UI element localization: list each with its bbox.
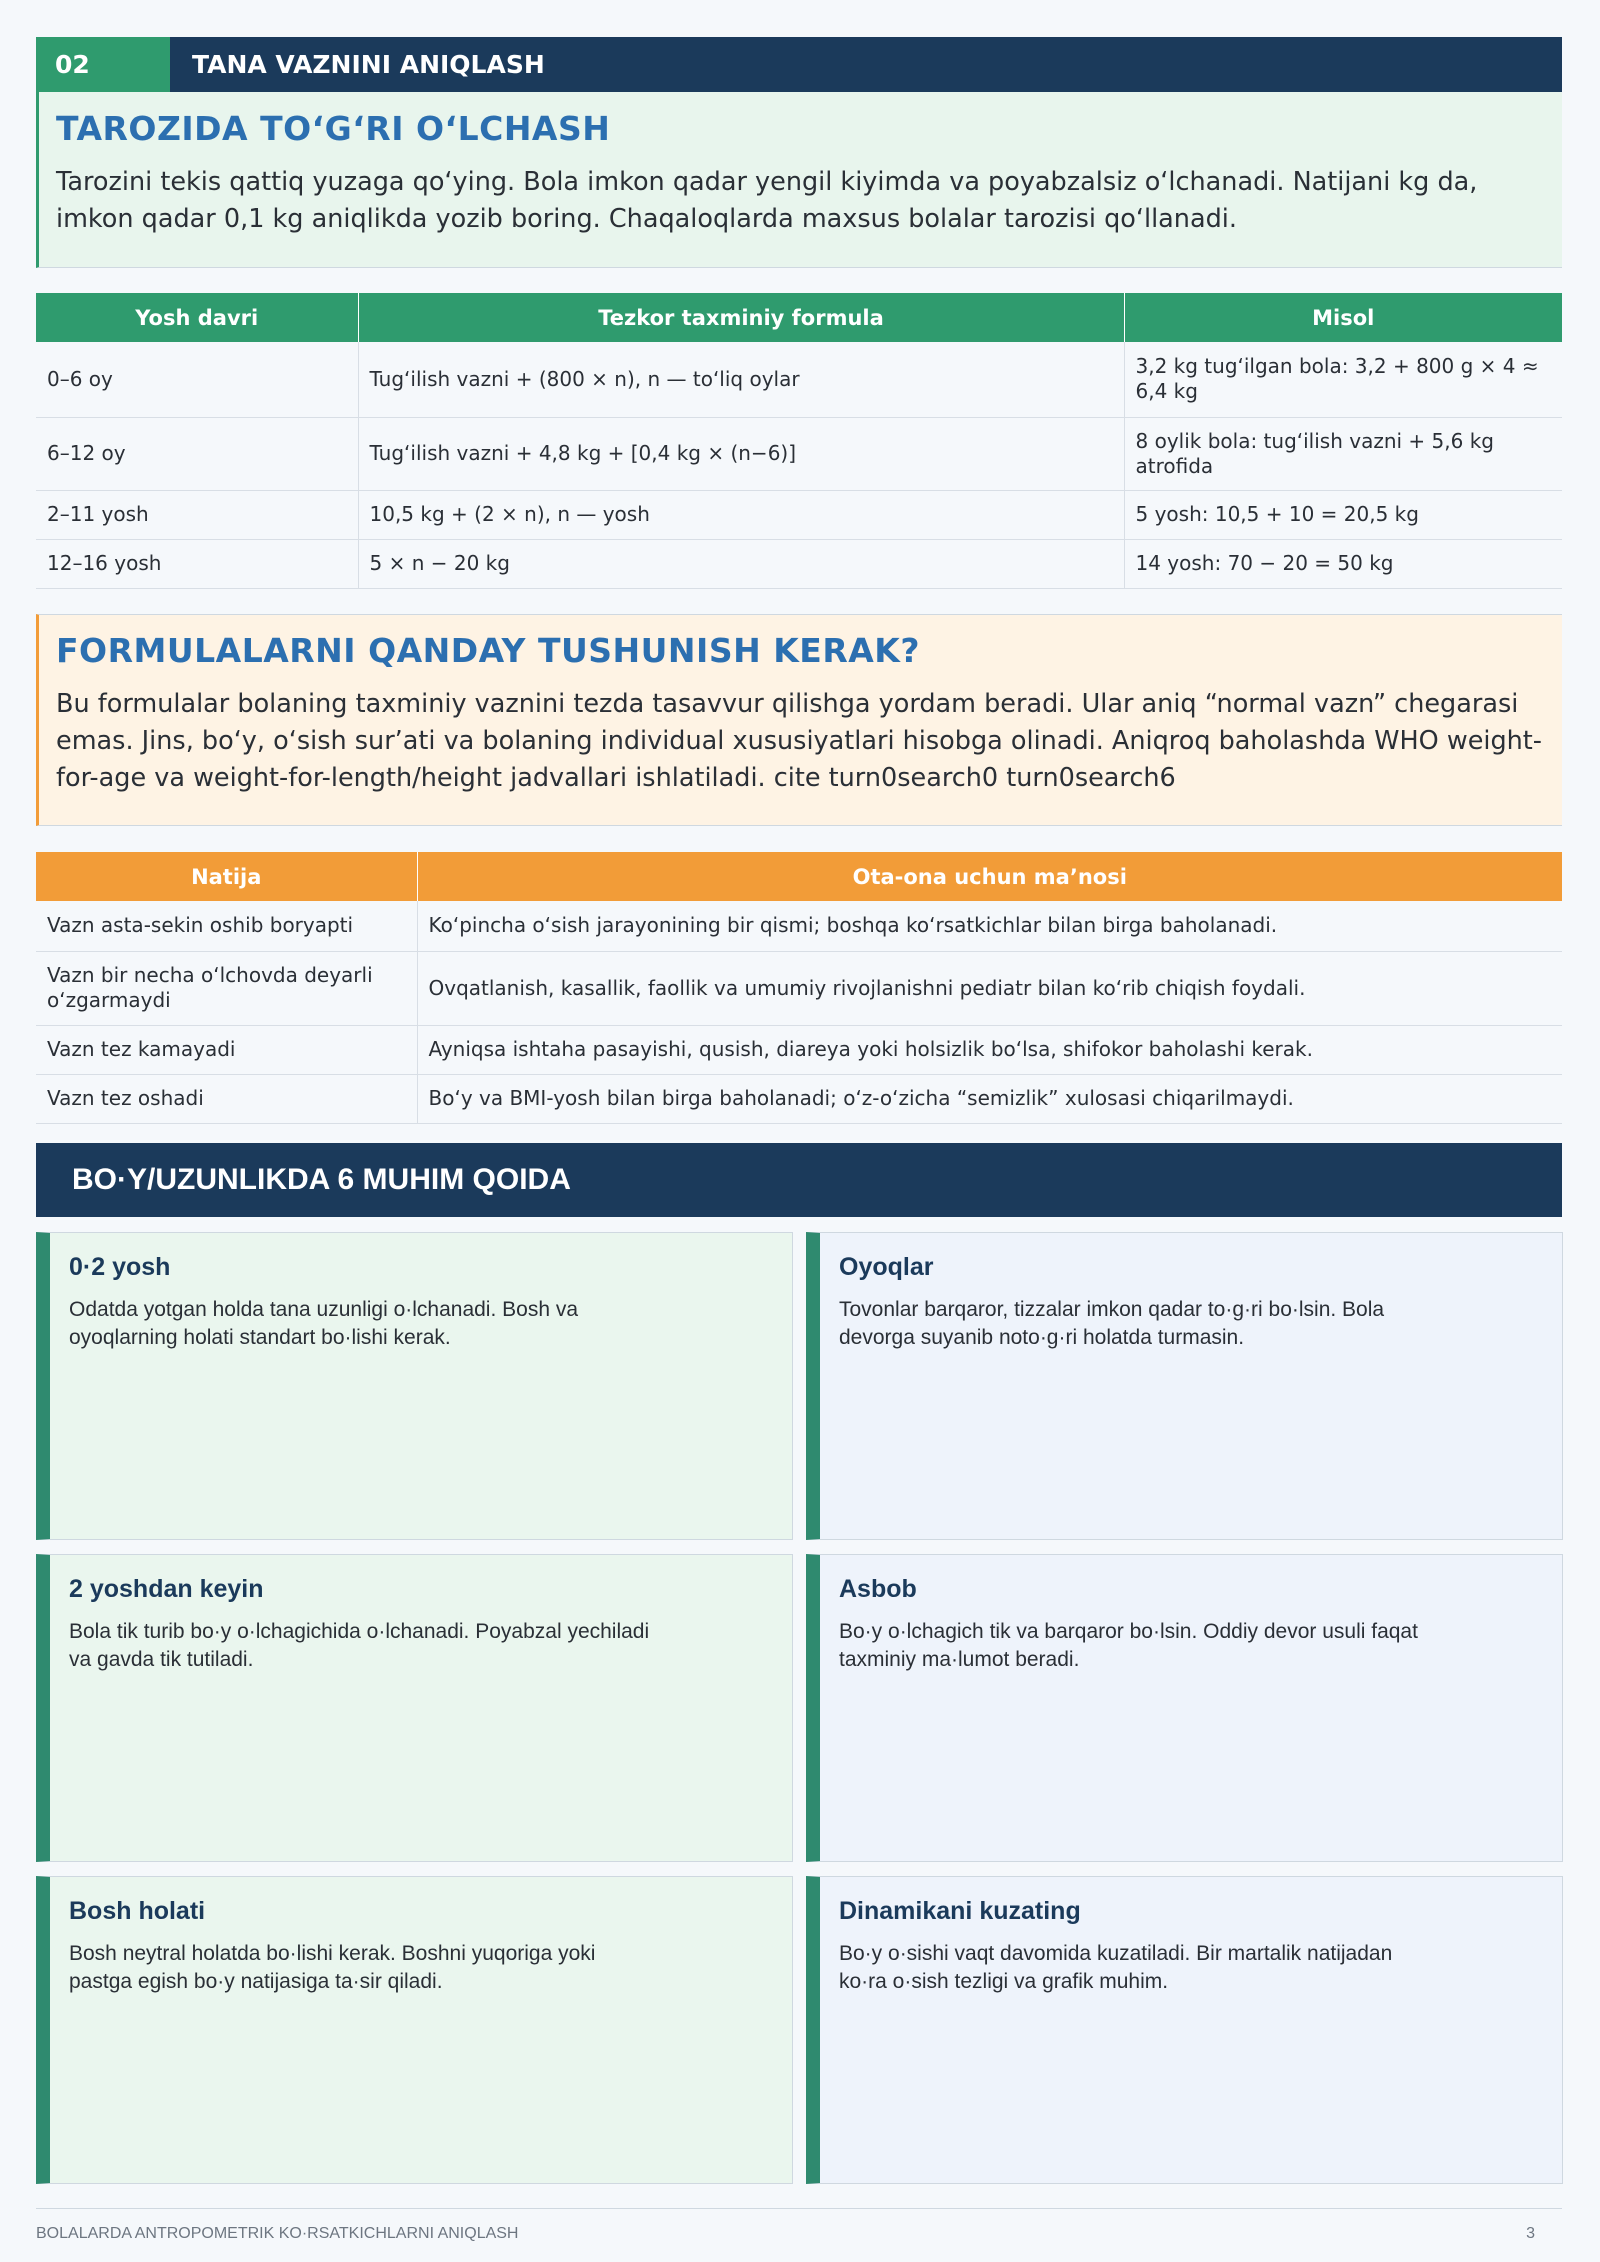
footer-divider <box>36 2208 1562 2209</box>
table-cell: 14 yosh: 70 − 20 = 50 kg <box>1124 539 1562 588</box>
column-header: Tezkor taxminiy formula <box>358 293 1124 342</box>
rule-card <box>806 1876 1563 2184</box>
column-header: Yosh davri <box>36 293 358 342</box>
table-cell: Vazn tez kamayadi <box>36 1025 417 1074</box>
table-row <box>36 901 1562 951</box>
footer-title: BOLALARDA ANTROPOMETRIK KO·RSATKICHLARNI ANIQLASH <box>36 2225 519 2242</box>
table-row <box>36 417 1562 490</box>
table-cell: Vazn tez oshadi <box>36 1074 417 1123</box>
table-cell: Tug‘ilish vazni + (800 × n), n — to‘liq oylar <box>358 342 1124 417</box>
table-row <box>36 951 1562 1025</box>
rule-card-title: Bosh holati <box>69 1897 206 1925</box>
column-header: Ota-ona uchun ma’nosi <box>417 852 1562 901</box>
table-cell: 2–11 yosh <box>36 490 358 539</box>
scale-measurement-box <box>36 92 1562 268</box>
table-cell: 3,2 kg tug‘ilgan bola: 3,2 + 800 g × 4 ≈ 6,4 kg <box>1124 342 1562 417</box>
formula-understanding-box <box>36 614 1562 826</box>
column-header: Natija <box>36 852 417 901</box>
column-header: Misol <box>1124 293 1562 342</box>
rule-card-title: 0·2 yosh <box>69 1253 171 1281</box>
rule-card-text: Bo·y o·sishi vaqt davomida kuzatiladi. Bir martalik natijadan ko·ra o·sish tezligi va grafik muhim. <box>839 1942 1393 1993</box>
section-number: 02 <box>36 37 170 92</box>
rule-card <box>36 1232 793 1540</box>
table-row <box>36 1074 1562 1123</box>
section-title: TANA VAZNINI ANIQLASH <box>192 50 545 79</box>
rule-card-title: Oyoqlar <box>839 1253 934 1281</box>
table-header-row <box>36 293 1562 342</box>
table-cell: Tug‘ilish vazni + 4,8 kg + [0,4 kg × (n−6)] <box>358 417 1124 490</box>
table-cell: Ko‘pincha o‘sish jarayonining bir qismi; boshqa ko‘rsatkichlar bilan birga baholanadi. <box>417 901 1562 951</box>
rule-card-text: Bo·y o·lchagich tik va barqaror bo·lsin. Oddiy devor usuli faqat taxminiy ma·lumot beradi. <box>839 1620 1418 1671</box>
result-table <box>36 852 1562 1124</box>
table-row <box>36 490 1562 539</box>
table-cell: 10,5 kg + (2 × n), n — yosh <box>358 490 1124 539</box>
table-cell: 12–16 yosh <box>36 539 358 588</box>
rule-card-text: Bola tik turib bo·y o·lchagichida o·lchanadi. Poyabzal yechiladi va gavda tik tutiladi. <box>69 1620 650 1671</box>
formula-table <box>36 293 1562 589</box>
rule-card-title: Dinamikani kuzating <box>839 1897 1081 1925</box>
rule-card <box>806 1232 1563 1540</box>
rule-card-title: 2 yoshdan keyin <box>69 1575 264 1603</box>
rule-card <box>806 1554 1563 1862</box>
table-cell: 5 × n − 20 kg <box>358 539 1124 588</box>
table-row <box>36 539 1562 588</box>
rule-card <box>36 1876 793 2184</box>
rule-card-text: Tovonlar barqaror, tizzalar imkon qadar to·g·ri bo·lsin. Bola devorga suyanib noto·g·ri holatda turmasin. <box>839 1298 1385 1349</box>
table-cell: 8 oylik bola: tug‘ilish vazni + 5,6 kg atrofida <box>1124 417 1562 490</box>
rule-card <box>36 1554 793 1862</box>
table-cell: 0–6 oy <box>36 342 358 417</box>
table-row <box>36 1025 1562 1074</box>
scale-measurement-title: TAROZIDA TO‘G‘RI O‘LCHASH <box>56 109 611 148</box>
rule-card-title: Asbob <box>839 1575 917 1603</box>
table-cell: Ayniqsa ishtaha pasayishi, qusish, diareya yoki holsizlik bo‘lsa, shifokor baholashi kerak. <box>417 1025 1562 1074</box>
table-row <box>36 342 1562 417</box>
formula-understanding-title: FORMULALARNI QANDAY TUSHUNISH KERAK? <box>56 631 920 670</box>
table-cell: Vazn asta-sekin oshib boryapti <box>36 901 417 951</box>
table-cell: 5 yosh: 10,5 + 10 = 20,5 kg <box>1124 490 1562 539</box>
table-cell: Bo‘y va BMI-yosh bilan birga baholanadi; o‘z-o‘zicha “semizlik” xulosasi chiqarilmaydi. <box>417 1074 1562 1123</box>
section-header <box>36 37 1562 92</box>
table-cell: 6–12 oy <box>36 417 358 490</box>
rule-card-text: Bosh neytral holatda bo·lishi kerak. Boshni yuqoriga yoki pastga egish bo·y natijasiga ta·sir qiladi. <box>69 1942 596 1993</box>
height-rules-heading: BO·Y/UZUNLIKDA 6 MUHIM QOIDA <box>36 1143 1562 1217</box>
table-cell: Vazn bir necha o‘lchovda deyarli o‘zgarmaydi <box>36 951 417 1025</box>
page-number: 3 <box>1526 2225 1535 2242</box>
rule-card-text: Odatda yotgan holda tana uzunligi o·lchanadi. Bosh va oyoqlarning holati standart bo·lishi kerak. <box>69 1298 579 1349</box>
formula-understanding-text: Bu formulalar bolaning taxminiy vaznini tezda tasavvur qilishga yordam beradi. Ular aniq “normal vazn” chegarasi emas. Jins, bo‘y, o‘sish sur’ati va bolaning individual xususiyatlari hisobga olinadi. Aniqroq baholashda WHO weight-for-age va weight-for-length/height jadvallari ishlatiladi. cite turn0search0 turn0search6 <box>56 689 1543 793</box>
scale-measurement-text: Tarozini tekis qattiq yuzaga qo‘ying. Bola imkon qadar yengil kiyimda va poyabzalsiz o‘lchanadi. Natijani kg da, imkon qadar 0,1 kg aniqlikda yozib boring. Chaqaloqlarda maxsus bolalar tarozisi qo‘llanadi. <box>56 167 1478 234</box>
table-cell: Ovqatlanish, kasallik, faollik va umumiy rivojlanishni pediatr bilan ko‘rib chiqish foydali. <box>417 951 1562 1025</box>
table-header-row <box>36 852 1562 901</box>
